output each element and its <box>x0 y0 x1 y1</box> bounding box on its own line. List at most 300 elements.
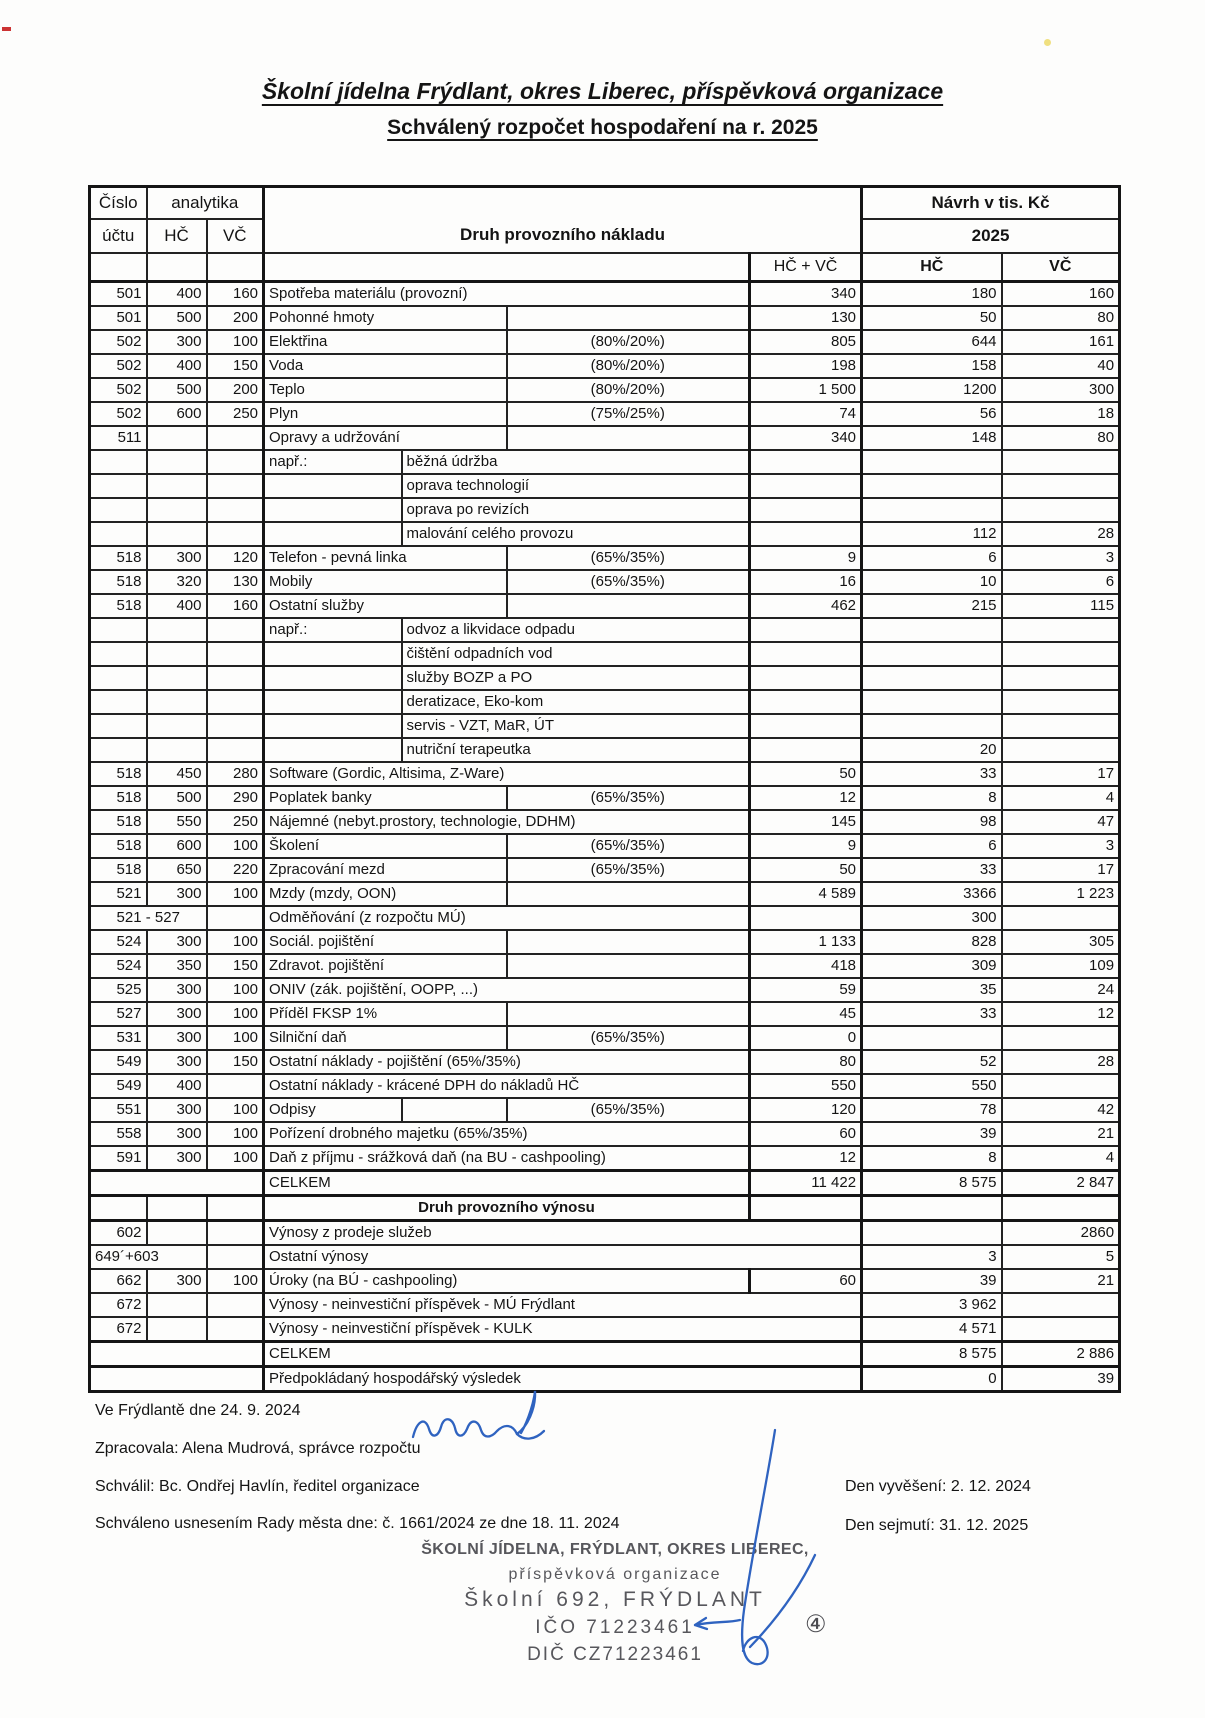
hc-value-cell: 33 <box>862 858 1002 882</box>
account-cell: 672 <box>90 1293 147 1317</box>
table-row <box>90 402 1120 426</box>
hc-value-cell <box>862 1196 1002 1221</box>
analytics-vc-cell: 200 <box>207 378 264 402</box>
sum-hc-vc-cell <box>750 474 862 498</box>
sum-hc-vc-cell: 550 <box>750 1074 862 1098</box>
description-cell: Mzdy (mzdy, OON) <box>264 882 507 906</box>
table-row <box>90 690 1120 714</box>
table-row <box>90 426 1120 450</box>
analytics-hc-cell: 600 <box>147 834 207 858</box>
analytics-vc-cell <box>207 666 264 690</box>
removed-date-line: Den sejmutí: 31. 12. 2025 <box>845 1517 1029 1534</box>
description-cell: Ostatní náklady - krácené DPH do nákladů HČ <box>264 1074 750 1098</box>
hc-value-cell: 8 575 <box>862 1342 1002 1367</box>
hc-value-cell: 1200 <box>862 378 1002 402</box>
vc-value-cell: 300 <box>1002 378 1120 402</box>
account-cell: 518 <box>90 570 147 594</box>
spacer-cell <box>402 1098 507 1122</box>
description-cell: Sociál. pojištění <box>264 930 507 954</box>
description-cell: Ostatní náklady - pojištění (65%/35%) <box>264 1050 750 1074</box>
account-cell: 518 <box>90 786 147 810</box>
scan-artifact-red <box>2 27 11 31</box>
header-vc-column: VČ <box>1002 253 1120 282</box>
spacer-cell <box>90 1342 264 1367</box>
analytics-vc-cell: 290 <box>207 786 264 810</box>
analytics-hc-cell: 300 <box>147 1122 207 1146</box>
account-cell: 502 <box>90 378 147 402</box>
vc-value-cell: 2860 <box>1002 1221 1120 1246</box>
description-cell: odvoz a likvidace odpadu <box>402 618 750 642</box>
table-row <box>90 330 1120 354</box>
analytics-vc-cell: 130 <box>207 570 264 594</box>
analytics-hc-cell: 650 <box>147 858 207 882</box>
hc-value-cell: 8 <box>862 1146 1002 1171</box>
description-cell: Úroky (na BÚ - cashpooling) <box>264 1269 750 1293</box>
description-cell: Nájemné (nebyt.prostory, technologie, DDHM) <box>264 810 750 834</box>
table-row <box>90 1317 1120 1342</box>
budget-table <box>88 185 1121 1393</box>
description-cell: Elektřina <box>264 330 507 354</box>
percent-cell <box>507 306 750 330</box>
analytics-vc-cell <box>207 618 264 642</box>
hc-value-cell <box>862 642 1002 666</box>
account-cell: 511 <box>90 426 147 450</box>
table-row <box>90 498 1120 522</box>
description-cell: Výnosy z prodeje služeb <box>264 1221 862 1246</box>
table-row <box>90 546 1120 570</box>
description-cell: Výnosy - neinvestiční příspěvek - MÚ Frýdlant <box>264 1293 862 1317</box>
description-cell: Silniční daň <box>264 1026 507 1050</box>
table-row <box>90 522 1120 546</box>
account-cell <box>90 666 147 690</box>
vc-value-cell <box>1002 642 1120 666</box>
analytics-vc-cell: 100 <box>207 1122 264 1146</box>
stamp-line-4: IČO 71223461 <box>535 1617 695 1638</box>
description-cell: servis - VZT, MaR, ÚT <box>402 714 750 738</box>
table-row <box>90 738 1120 762</box>
analytics-vc-cell <box>207 642 264 666</box>
table-header-row <box>90 253 1120 282</box>
percent-cell: (65%/35%) <box>507 1026 750 1050</box>
analytics-vc-cell: 280 <box>207 762 264 786</box>
account-cell: 591 <box>90 1146 147 1171</box>
table-row <box>90 1196 1120 1221</box>
hc-value-cell: 6 <box>862 546 1002 570</box>
description-cell: Výnosy - neinvestiční příspěvek - KULK <box>264 1317 862 1342</box>
hc-value-cell: 8 575 <box>862 1171 1002 1196</box>
analytics-vc-cell <box>207 1293 264 1317</box>
analytics-hc-cell: 400 <box>147 282 207 307</box>
napr-label-cell <box>264 690 402 714</box>
analytics-vc-cell: 160 <box>207 282 264 307</box>
percent-cell: (65%/35%) <box>507 858 750 882</box>
hc-value-cell: 20 <box>862 738 1002 762</box>
analytics-vc-cell: 100 <box>207 1146 264 1171</box>
hc-value-cell: 828 <box>862 930 1002 954</box>
analytics-hc-cell <box>147 426 207 450</box>
sum-hc-vc-cell <box>750 666 862 690</box>
vc-value-cell <box>1002 1026 1120 1050</box>
header-analytika: analytika <box>147 187 264 220</box>
header-uctu: účtu <box>90 219 147 253</box>
account-cell <box>90 522 147 546</box>
analytics-hc-cell: 300 <box>147 1050 207 1074</box>
vc-value-cell: 4 <box>1002 786 1120 810</box>
table-row <box>90 978 1120 1002</box>
account-cell <box>90 690 147 714</box>
account-cell: 518 <box>90 834 147 858</box>
vc-value-cell: 17 <box>1002 762 1120 786</box>
analytics-hc-cell: 300 <box>147 546 207 570</box>
account-cell: 525 <box>90 978 147 1002</box>
table-row <box>90 1221 1120 1246</box>
table-row <box>90 834 1120 858</box>
table-row <box>90 642 1120 666</box>
analytics-vc-cell: 150 <box>207 1050 264 1074</box>
analytics-hc-cell: 320 <box>147 570 207 594</box>
analytics-vc-cell: 100 <box>207 930 264 954</box>
analytics-vc-cell <box>207 450 264 474</box>
account-cell: 518 <box>90 594 147 618</box>
analytics-hc-cell <box>147 1221 207 1246</box>
sum-hc-vc-cell: 462 <box>750 594 862 618</box>
napr-label-cell <box>264 498 402 522</box>
hc-value-cell: 148 <box>862 426 1002 450</box>
sum-hc-vc-cell: 45 <box>750 1002 862 1026</box>
napr-label-cell: např.: <box>264 450 402 474</box>
table-row <box>90 1098 1120 1122</box>
table-row <box>90 1269 1120 1293</box>
analytics-hc-cell <box>147 618 207 642</box>
sum-hc-vc-cell: 9 <box>750 546 862 570</box>
description-cell: Odpisy <box>264 1098 402 1122</box>
vc-value-cell: 2 847 <box>1002 1171 1120 1196</box>
hc-value-cell: 309 <box>862 954 1002 978</box>
description-cell: Ostatní výnosy <box>264 1245 862 1269</box>
sum-hc-vc-cell <box>750 450 862 474</box>
table-header-row <box>90 187 1120 220</box>
table-row <box>90 1342 1120 1367</box>
analytics-hc-cell: 500 <box>147 378 207 402</box>
vc-value-cell: 42 <box>1002 1098 1120 1122</box>
hc-value-cell <box>862 714 1002 738</box>
spacer-cell <box>90 1171 264 1196</box>
hc-value-cell <box>862 1026 1002 1050</box>
description-cell: Telefon - pevná linka <box>264 546 507 570</box>
description-cell: Software (Gordic, Altisima, Z-Ware) <box>264 762 750 786</box>
analytics-hc-cell: 400 <box>147 354 207 378</box>
description-cell: deratizace, Eko-kom <box>402 690 750 714</box>
analytics-vc-cell <box>207 1074 264 1098</box>
description-cell: Voda <box>264 354 507 378</box>
account-cell <box>90 714 147 738</box>
table-row <box>90 1002 1120 1026</box>
sum-hc-vc-cell: 60 <box>750 1122 862 1146</box>
sum-hc-vc-cell: 50 <box>750 858 862 882</box>
analytics-hc-cell: 550 <box>147 810 207 834</box>
percent-cell: (65%/35%) <box>507 786 750 810</box>
analytics-hc-cell: 500 <box>147 306 207 330</box>
analytics-hc-cell <box>147 738 207 762</box>
table-row <box>90 378 1120 402</box>
analytics-hc-cell <box>147 1317 207 1342</box>
hc-value-cell: 3366 <box>862 882 1002 906</box>
table-row <box>90 858 1120 882</box>
sum-hc-vc-cell: 130 <box>750 306 862 330</box>
table-row <box>90 1146 1120 1171</box>
vc-value-cell: 1 223 <box>1002 882 1120 906</box>
description-cell: oprava technologií <box>402 474 750 498</box>
description-cell: Pohonné hmoty <box>264 306 507 330</box>
sum-hc-vc-cell: 74 <box>750 402 862 426</box>
stamp-line-1: ŠKOLNÍ JÍDELNA, FRÝDLANT, OKRES LIBEREC, <box>421 1541 809 1558</box>
analytics-vc-cell <box>207 690 264 714</box>
account-cell: 518 <box>90 858 147 882</box>
analytics-hc-cell: 300 <box>147 1269 207 1293</box>
vc-value-cell <box>1002 1074 1120 1098</box>
sum-hc-vc-cell <box>750 906 862 930</box>
hc-value-cell <box>862 474 1002 498</box>
account-cell <box>90 474 147 498</box>
table-row <box>90 666 1120 690</box>
description-cell: Školení <box>264 834 507 858</box>
account-cell: 672 <box>90 1317 147 1342</box>
napr-label-cell <box>264 666 402 690</box>
analytics-vc-cell: 100 <box>207 1002 264 1026</box>
percent-cell: (65%/35%) <box>507 834 750 858</box>
council-resolution-line: Schváleno usnesením Rady města dne: č. 1661/2024 ze dne 18. 11. 2024 <box>95 1515 620 1532</box>
header-cislo: Číslo <box>90 187 147 220</box>
sum-hc-vc-cell <box>750 1196 862 1221</box>
description-cell: Příděl FKSP 1% <box>264 1002 507 1026</box>
napr-label-cell <box>264 642 402 666</box>
spacer-cell <box>264 253 750 282</box>
hc-value-cell: 78 <box>862 1098 1002 1122</box>
hc-value-cell: 0 <box>862 1367 1002 1392</box>
account-cell: 521 <box>90 882 147 906</box>
analytics-hc-cell: 300 <box>147 1026 207 1050</box>
description-cell: nutriční terapeutka <box>402 738 750 762</box>
hc-value-cell: 52 <box>862 1050 1002 1074</box>
account-cell: 531 <box>90 1026 147 1050</box>
analytics-vc-cell <box>207 1317 264 1342</box>
analytics-hc-cell: 300 <box>147 978 207 1002</box>
vc-value-cell: 28 <box>1002 522 1120 546</box>
sum-hc-vc-cell <box>750 498 862 522</box>
analytics-hc-cell: 300 <box>147 930 207 954</box>
vc-value-cell: 6 <box>1002 570 1120 594</box>
table-row <box>90 786 1120 810</box>
hc-value-cell: 644 <box>862 330 1002 354</box>
table-row <box>90 1050 1120 1074</box>
table-row <box>90 354 1120 378</box>
percent-cell: (80%/20%) <box>507 330 750 354</box>
hc-value-cell: 39 <box>862 1122 1002 1146</box>
vc-value-cell <box>1002 738 1120 762</box>
sum-hc-vc-cell <box>750 522 862 546</box>
pen-stroke-ink <box>680 1415 1010 1695</box>
analytics-hc-cell <box>147 450 207 474</box>
sum-hc-vc-cell: 12 <box>750 1146 862 1171</box>
sum-hc-vc-cell <box>750 714 862 738</box>
account-cell: 551 <box>90 1098 147 1122</box>
napr-label-cell: např.: <box>264 618 402 642</box>
account-cell: 502 <box>90 330 147 354</box>
analytics-vc-cell <box>207 1196 264 1221</box>
hc-value-cell: 6 <box>862 834 1002 858</box>
analytics-hc-cell: 450 <box>147 762 207 786</box>
table-row <box>90 762 1120 786</box>
table-row <box>90 594 1120 618</box>
vc-value-cell: 4 <box>1002 1146 1120 1171</box>
vc-value-cell <box>1002 450 1120 474</box>
hc-value-cell: 8 <box>862 786 1002 810</box>
vc-value-cell: 18 <box>1002 402 1120 426</box>
analytics-hc-cell <box>147 1293 207 1317</box>
analytics-hc-cell <box>147 690 207 714</box>
vc-value-cell: 80 <box>1002 426 1120 450</box>
table-row <box>90 1245 1120 1269</box>
sum-hc-vc-cell: 50 <box>750 762 862 786</box>
analytics-vc-cell: 100 <box>207 1098 264 1122</box>
vc-value-cell: 80 <box>1002 306 1120 330</box>
account-cell <box>90 450 147 474</box>
account-cell: 518 <box>90 762 147 786</box>
header-navrh: Návrh v tis. Kč <box>862 187 1120 220</box>
napr-label-cell <box>264 522 402 546</box>
analytics-hc-cell: 350 <box>147 954 207 978</box>
description-cell: čištění odpadních vod <box>402 642 750 666</box>
header-druh-nakladu: Druh provozního nákladu <box>264 187 862 254</box>
analytics-vc-cell <box>207 906 264 930</box>
account-cell: 662 <box>90 1269 147 1293</box>
account-range-cell: 649´+603 <box>90 1245 207 1269</box>
analytics-hc-cell: 300 <box>147 882 207 906</box>
hc-value-cell: 98 <box>862 810 1002 834</box>
description-cell: Mobily <box>264 570 507 594</box>
stamp-line-2: příspěvková organizace <box>508 1566 722 1583</box>
hc-value-cell <box>862 618 1002 642</box>
account-cell: 501 <box>90 306 147 330</box>
sum-hc-vc-cell: 60 <box>750 1269 862 1293</box>
sum-hc-vc-cell: 11 422 <box>750 1171 862 1196</box>
sum-hc-vc-cell: 4 589 <box>750 882 862 906</box>
sum-hc-vc-cell: 1 500 <box>750 378 862 402</box>
analytics-vc-cell: 150 <box>207 954 264 978</box>
sum-hc-vc-cell: 418 <box>750 954 862 978</box>
table-row <box>90 1293 1120 1317</box>
vc-value-cell: 5 <box>1002 1245 1120 1269</box>
hc-value-cell: 3 962 <box>862 1293 1002 1317</box>
account-cell <box>90 618 147 642</box>
analytics-vc-cell: 250 <box>207 810 264 834</box>
vc-value-cell: 47 <box>1002 810 1120 834</box>
vc-value-cell <box>1002 690 1120 714</box>
table-row <box>90 954 1120 978</box>
analytics-vc-cell: 200 <box>207 306 264 330</box>
analytics-vc-cell <box>207 522 264 546</box>
account-range-cell: 521 - 527 <box>90 906 207 930</box>
sum-hc-vc-cell: 16 <box>750 570 862 594</box>
account-cell <box>90 498 147 522</box>
analytics-hc-cell <box>147 642 207 666</box>
analytics-hc-cell <box>147 498 207 522</box>
table-row <box>90 282 1120 307</box>
percent-cell <box>507 930 750 954</box>
analytics-hc-cell <box>147 474 207 498</box>
description-cell: CELKEM <box>264 1342 862 1367</box>
table-row <box>90 882 1120 906</box>
hc-value-cell: 158 <box>862 354 1002 378</box>
vc-value-cell <box>1002 1293 1120 1317</box>
vc-value-cell <box>1002 498 1120 522</box>
percent-cell: (65%/35%) <box>507 546 750 570</box>
vc-value-cell: 305 <box>1002 930 1120 954</box>
percent-cell <box>507 954 750 978</box>
table-row <box>90 1171 1120 1196</box>
analytics-vc-cell: 100 <box>207 834 264 858</box>
table-row <box>90 714 1120 738</box>
sum-hc-vc-cell: 59 <box>750 978 862 1002</box>
hc-value-cell <box>862 690 1002 714</box>
hc-value-cell: 33 <box>862 762 1002 786</box>
vc-value-cell: 12 <box>1002 1002 1120 1026</box>
account-cell: 501 <box>90 282 147 307</box>
napr-label-cell <box>264 738 402 762</box>
analytics-hc-cell: 400 <box>147 594 207 618</box>
analytics-vc-cell: 100 <box>207 1026 264 1050</box>
hc-value-cell <box>862 450 1002 474</box>
analytics-hc-cell: 300 <box>147 1146 207 1171</box>
hc-value-cell: 50 <box>862 306 1002 330</box>
account-cell <box>90 738 147 762</box>
account-cell: 549 <box>90 1050 147 1074</box>
hc-value-cell: 112 <box>862 522 1002 546</box>
sum-hc-vc-cell: 0 <box>750 1026 862 1050</box>
account-cell: 502 <box>90 402 147 426</box>
analytics-hc-cell: 500 <box>147 786 207 810</box>
hc-value-cell: 300 <box>862 906 1002 930</box>
document-header <box>0 78 1205 140</box>
analytics-hc-cell <box>147 522 207 546</box>
hc-value-cell: 39 <box>862 1269 1002 1293</box>
vc-value-cell: 2 886 <box>1002 1342 1120 1367</box>
percent-cell: (65%/35%) <box>507 570 750 594</box>
description-cell: Plyn <box>264 402 507 426</box>
table-row <box>90 1026 1120 1050</box>
vc-value-cell <box>1002 1317 1120 1342</box>
hc-value-cell: 4 571 <box>862 1317 1002 1342</box>
hc-value-cell: 35 <box>862 978 1002 1002</box>
vc-value-cell <box>1002 1196 1120 1221</box>
table-row <box>90 930 1120 954</box>
account-cell <box>90 642 147 666</box>
hc-value-cell: 550 <box>862 1074 1002 1098</box>
account-cell: 518 <box>90 546 147 570</box>
sum-hc-vc-cell: 9 <box>750 834 862 858</box>
description-cell: Pořízení drobného majetku (65%/35%) <box>264 1122 750 1146</box>
table-row <box>90 570 1120 594</box>
stamp-line-5: DIČ CZ71223461 <box>527 1644 703 1665</box>
document-title: Schválený rozpočet hospodaření na r. 2025 <box>387 116 818 139</box>
analytics-hc-cell <box>147 1196 207 1221</box>
description-cell: Opravy a udržování <box>264 426 507 450</box>
analytics-vc-cell: 120 <box>207 546 264 570</box>
sum-hc-vc-cell <box>750 738 862 762</box>
stamp-circled-number: ④ <box>805 1611 827 1638</box>
percent-cell: (80%/20%) <box>507 354 750 378</box>
sum-hc-vc-cell: 1 133 <box>750 930 862 954</box>
